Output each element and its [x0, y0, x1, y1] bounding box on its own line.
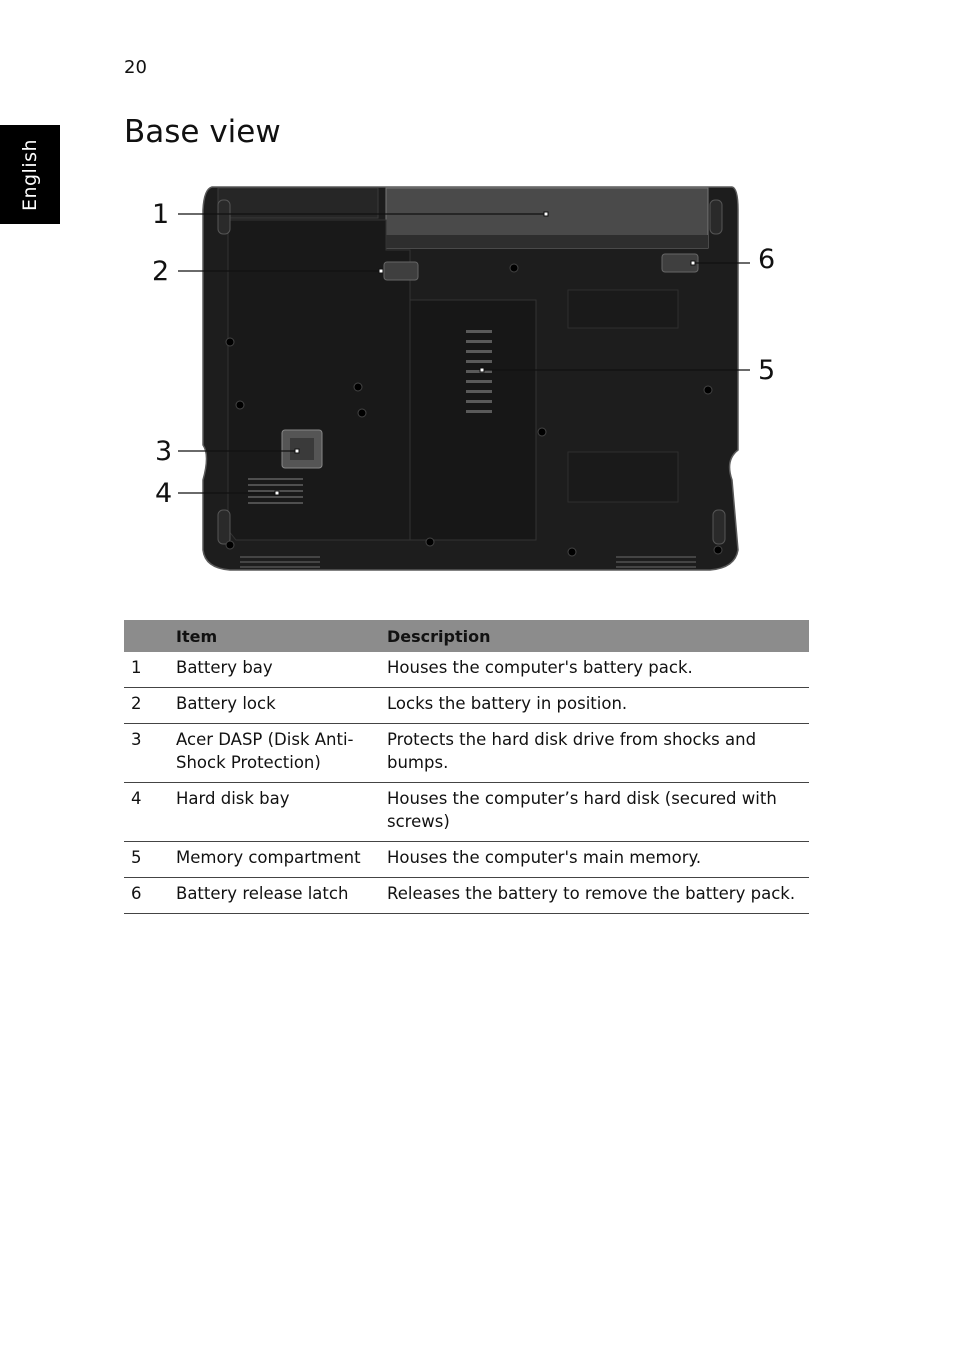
row-item: Hard disk bay [169, 783, 380, 842]
callout-4: 4 [155, 478, 173, 509]
row-item: Memory compartment [169, 842, 380, 878]
callout-5: 5 [758, 355, 776, 386]
row-description: Locks the battery in position. [380, 688, 809, 724]
language-tab-label: English [19, 138, 41, 211]
speaker-grille-left [240, 556, 320, 568]
row-number: 3 [124, 724, 169, 783]
row-item: Battery release latch [169, 878, 380, 914]
row-number: 5 [124, 842, 169, 878]
row-description: Houses the computer's main memory. [380, 842, 809, 878]
row-description: Releases the battery to remove the battery pack. [380, 878, 809, 914]
row-item: Battery bay [169, 652, 380, 688]
row-number: 6 [124, 878, 169, 914]
table-row [124, 783, 809, 842]
callout-2: 2 [152, 256, 170, 287]
callout-6: 6 [758, 244, 776, 275]
row-number: 4 [124, 783, 169, 842]
row-description: Protects the hard disk drive from shocks and bumps. [380, 724, 809, 783]
right-panel-lower [568, 452, 678, 502]
callout-3: 3 [155, 436, 173, 467]
page-title: Base view [124, 114, 281, 150]
row-item: Battery lock [169, 688, 380, 724]
table-row [124, 842, 809, 878]
header-item: Item [169, 620, 380, 652]
memory-compartment-panel [410, 300, 536, 540]
speaker-grille-right [616, 556, 696, 568]
memory-vent [466, 330, 492, 413]
right-panel-upper [568, 290, 678, 328]
table-row [124, 652, 809, 688]
row-number: 2 [124, 688, 169, 724]
row-number: 1 [124, 652, 169, 688]
laptop-base-illustration [140, 180, 780, 580]
language-tab [0, 125, 60, 224]
page-number: 20 [124, 57, 147, 78]
table-row [124, 688, 809, 724]
row-description: Houses the computer’s hard disk (secured with screws) [380, 783, 809, 842]
row-item: Acer DASP (Disk Anti-Shock Protection) [169, 724, 380, 783]
laptop-base-figure [140, 180, 780, 580]
battery-lock [384, 262, 418, 280]
table-row [124, 724, 809, 783]
header-description: Description [380, 620, 809, 652]
header-number [124, 620, 169, 652]
dasp-logo-inner [290, 438, 314, 460]
base-view-table [124, 620, 809, 914]
callout-1: 1 [152, 199, 170, 230]
table-header-row [124, 620, 809, 652]
table-row [124, 878, 809, 914]
battery-edge [386, 235, 708, 248]
row-description: Houses the computer's battery pack. [380, 652, 809, 688]
